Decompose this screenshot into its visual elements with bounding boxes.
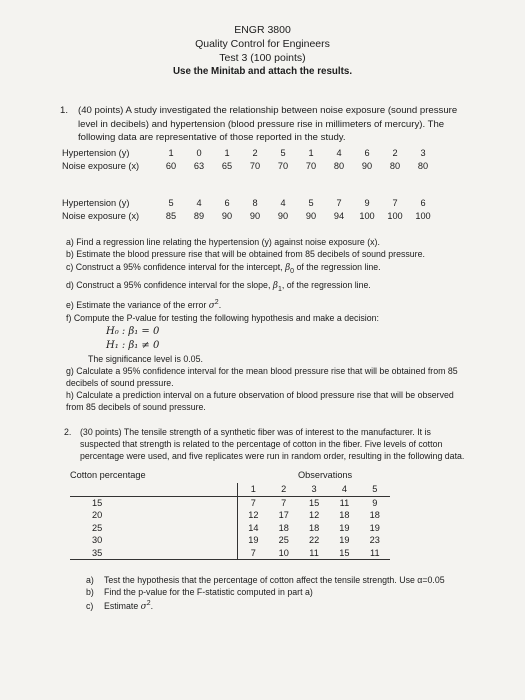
table-cell: 1 (224, 147, 230, 158)
table-cell: 80 (333, 160, 345, 171)
cotton-data-table (70, 483, 390, 560)
table-cell: 0 (196, 147, 202, 158)
significance-level: The significance level is 0.05. (88, 353, 203, 364)
q1-part-e: e) Estimate the variance of the error $\sigma^2$. (66, 299, 222, 312)
q1-part-a: a) Find a regression line relating the hypertension (y) against noise exposure (x). (66, 237, 380, 247)
row-label-x: Noise exposure (x) (62, 160, 140, 171)
q1-data-table-2 (62, 196, 437, 222)
table-cell: 25 (278, 535, 289, 546)
table-cell: 18 (339, 510, 350, 521)
table-cell: 80 (389, 160, 401, 171)
column-header: 2 (269, 483, 299, 496)
table-cell: 90 (305, 210, 317, 221)
table-cell: 17 (278, 510, 289, 521)
sigma-symbol: σ (140, 602, 147, 613)
table-cell: 89 (193, 210, 205, 221)
column-header: 3 (299, 483, 329, 496)
column-header: 5 (360, 483, 390, 496)
q1-intro-line-1: (40 points) A study investigated the relationship between noise exposure (sound pressure (78, 105, 458, 116)
q2-intro-line-2: suspected that strength is related to the percentage of cotton in the fiber. Five levels of cotton (80, 439, 443, 450)
table-cell: 10 (269, 547, 299, 560)
table-cell: 6 (224, 197, 230, 208)
table2-y-row (62, 196, 437, 209)
table-cell: 4 (336, 147, 342, 158)
table-cell: 35 (70, 547, 238, 560)
table-cell: 12 (238, 509, 269, 522)
q1-part-f: f) Compute the P-value for testing the following hypothesis and make a decision: (66, 313, 379, 324)
table-cell: 12 (308, 510, 320, 521)
table-cell: 65 (221, 160, 233, 171)
table-cell: 20 (92, 510, 103, 521)
table-row (70, 534, 390, 547)
table-cell: 2 (392, 147, 398, 158)
beta-symbol: β (285, 263, 291, 274)
table-cell: 5 (308, 197, 314, 208)
table-cell: 90 (221, 210, 233, 221)
table-cell: 14 (238, 522, 269, 535)
table-cell: 18 (369, 510, 380, 521)
sigma-symbol: σ (208, 301, 215, 312)
table-cell: 6 (420, 197, 426, 208)
table-cell: 100 (359, 210, 375, 221)
table-cell: 9 (360, 496, 390, 509)
q1-intro (78, 104, 518, 145)
q2-part-a: a) Test the hypothesis that the percentage of cotton affect the tensile strength. Use α=0.05 (86, 575, 445, 585)
table-row (70, 522, 390, 535)
table-cell: 85 (165, 210, 177, 221)
q1-part-d: d) Construct a 95% confidence interval for the slope, $\beta_1$, of the regression line. (66, 280, 371, 294)
q2-number: 2. (64, 427, 72, 437)
table-cell: 1 (168, 147, 174, 158)
table-cell: 100 (387, 210, 403, 221)
table-cell: 15 (70, 496, 238, 509)
observations-header: Observations (298, 470, 353, 480)
table-cell: 25 (92, 522, 103, 533)
q1-part-c: c) Construct a 95% confidence interval for the intercept, $\beta_0$ of the regression line. (66, 262, 381, 276)
table-cell: 70 (305, 160, 317, 171)
table-cell: 5 (168, 197, 174, 208)
table-row (70, 496, 390, 509)
table-cell: 63 (193, 160, 205, 171)
table-cell: 15 (329, 547, 359, 560)
q2-intro (80, 426, 520, 463)
q1-intro-line-2: level in decibels) and hypertension (blood pressure rise in millimeters of mercury). The (78, 118, 445, 130)
table-header-row (70, 483, 390, 496)
column-header: 1 (238, 483, 269, 496)
table1-x-row (62, 159, 437, 172)
table-cell: 7 (336, 197, 342, 208)
course-title: Quality Control for Engineers (195, 38, 330, 50)
q1-part-h-line-2: from 85 decibels of sound pressure. (66, 402, 206, 413)
table-cell: 19 (369, 522, 380, 533)
table-cell: 7 (269, 496, 299, 509)
table1-y-row (62, 146, 437, 159)
row-label-x: Noise exposure (x) (62, 210, 140, 221)
q2-intro-line-1: (30 points) The tensile strength of a synthetic fiber was of interest to the manufacturer. It is (80, 427, 431, 437)
q1-part-h-line-1: h) Calculate a prediction interval on a future observation of blood pressure rise that will be observed (66, 390, 454, 401)
table-cell: 22 (308, 535, 320, 546)
table-cell: 1 (308, 147, 314, 158)
table-row (70, 509, 390, 522)
q1-part-g-line-2: decibels of sound pressure. (66, 378, 174, 389)
table-cell: 18 (278, 522, 289, 533)
alt-hypothesis: H₁ : β₁ ≠ 0 (106, 339, 160, 351)
table-cell: 70 (249, 160, 261, 171)
cotton-table-header: Cotton percentage (70, 470, 146, 480)
table-cell: 15 (299, 496, 329, 509)
table-cell: 30 (92, 535, 103, 546)
table-cell: 6 (364, 147, 370, 158)
table-cell: 94 (333, 210, 345, 221)
q1-intro-line-3: following data are representative of those reported in the study. (78, 132, 346, 143)
column-header: 4 (329, 483, 359, 496)
q2-part-b: b) Find the p-value for the F-statistic computed in part a) (86, 587, 313, 598)
table-row (70, 547, 390, 560)
beta-symbol: β (272, 281, 278, 292)
q1-number: 1. (60, 105, 69, 116)
q2-part-c: c) Estimate $\sigma^2$. (86, 600, 154, 613)
table-cell: 4 (280, 197, 286, 208)
q1-parts (66, 236, 516, 414)
table-cell: 11 (329, 496, 359, 509)
q2-parts (86, 574, 516, 614)
table-cell: 7 (238, 496, 269, 509)
table-cell: 9 (364, 197, 370, 208)
q1-part-b: b) Estimate the blood pressure rise that will be obtained from 85 decibels of sound pressure. (66, 249, 425, 260)
row-label-y: Hypertension (y) (62, 147, 130, 158)
table-cell: 11 (360, 547, 390, 560)
q2-intro-line-3: percentage were used, and five replicates were run in random order, resulting in the following data. (80, 451, 465, 462)
q1-part-g-line-1: g) Calculate a 95% confidence interval for the mean blood pressure rise that will be obtained from 85 (66, 365, 458, 376)
table-cell: 5 (280, 147, 286, 158)
course-code: ENGR 3800 (234, 24, 291, 36)
table-cell: 7 (238, 547, 269, 560)
table-cell: 90 (249, 210, 261, 221)
table-cell: 4 (196, 197, 202, 208)
row-label-y: Hypertension (y) (62, 197, 130, 208)
table-cell: 23 (369, 535, 380, 546)
table-cell: 19 (339, 522, 350, 533)
table-cell: 2 (252, 147, 258, 158)
table-cell: 60 (165, 160, 177, 171)
test-title: Test 3 (100 points) (219, 52, 306, 64)
table-cell: 8 (252, 197, 258, 208)
table-cell: 90 (361, 160, 373, 171)
table2-x-row (62, 209, 437, 222)
table-cell: 70 (277, 160, 289, 171)
table-cell: 19 (339, 535, 350, 546)
null-hypothesis: H₀ : β₁ = 0 (106, 325, 160, 337)
table-cell: 100 (415, 210, 431, 221)
table-cell: 80 (417, 160, 429, 171)
table-cell: 3 (420, 147, 426, 158)
table-cell: 7 (392, 197, 398, 208)
table-cell: 90 (277, 210, 289, 221)
q1-data-table-1 (62, 146, 437, 172)
table-cell: 18 (308, 522, 320, 533)
table-cell: 11 (299, 547, 329, 560)
instruction: Use the Minitab and attach the results. (172, 66, 353, 77)
table-cell: 19 (238, 534, 269, 547)
